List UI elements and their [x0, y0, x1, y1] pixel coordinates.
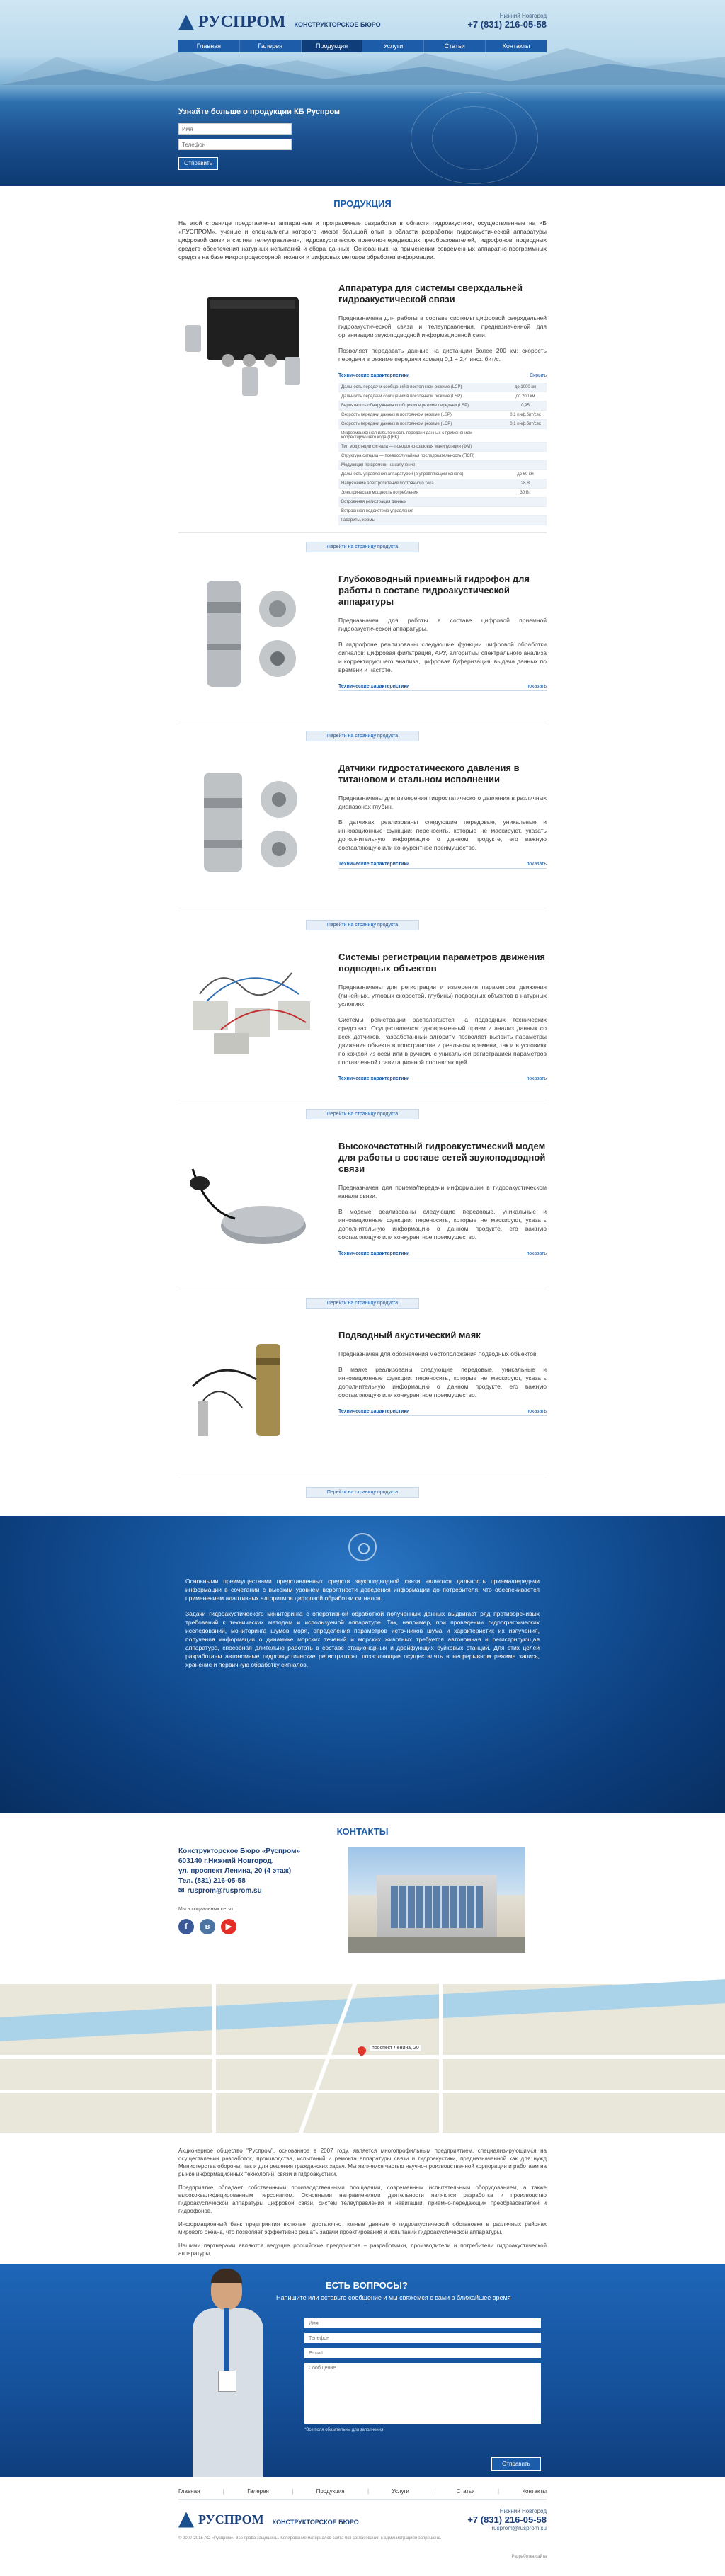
- contact-phone[interactable]: Тел. (831) 216-05-58: [178, 1877, 246, 1885]
- spec-row: [338, 411, 547, 420]
- questions-form: [304, 2318, 541, 2467]
- spec-name: Электрическая мощность потребления: [338, 489, 504, 498]
- address-line: ул. проспект Ленина, 20 (4 этаж): [178, 1867, 292, 1875]
- spec-row: [338, 461, 547, 470]
- about-paragraph: Предприятие обладает собственными производственными площадями, современным испытательным оборудованием, а также высококвалифицированным персоналом. Основными направлениями деятельности являются разработка и производство гидроакустической аппаратуры цифровой связи, систем телеуправления и навигации, приемно-передающих преобразователей и гидрофонов.: [178, 2184, 547, 2214]
- header-phone[interactable]: +7 (831) 216-05-58: [467, 19, 547, 30]
- hero-form: [178, 108, 341, 170]
- product-description: В гидрофоне реализованы следующие функции цифровой обработки сигналов: цифровая фильтрация, АРУ, алгоритмы спектрального анализа и корректирующего анализа, цифровая буферизация, выдача данных по времени и частоте.: [338, 641, 547, 673]
- product-description: Предназначена для работы в составе системы цифровой сверхдальней гидроакустической связи и телеуправления, предназначенной для организации звукоподводной информационной сети.: [338, 314, 547, 338]
- footer-link-gallery[interactable]: Галерея: [247, 2488, 269, 2495]
- spec-value: 30 Вт: [504, 489, 547, 498]
- product-card: [178, 741, 547, 911]
- net-decoration: [432, 106, 517, 170]
- header-contacts: [467, 13, 547, 30]
- spec-name: Габариты, кормы: [338, 516, 504, 525]
- spec-value: [504, 498, 547, 507]
- contact-email-text: rusprom@rusprom.su: [187, 1887, 262, 1895]
- spec-name: Дальность передачи сообщений в постоянном режиме (LCP): [338, 383, 504, 392]
- product-card: [178, 930, 547, 1100]
- questions-subtitle: Напишите или оставьте сообщение и мы свяжемся с вами в ближайшее время: [276, 2294, 511, 2301]
- spec-value: 0,1 инф.бит/сек: [504, 420, 547, 429]
- product-image: [178, 283, 320, 525]
- spec-name: Модуляция по времени на излучение: [338, 461, 504, 470]
- footer-nav: Главная | Галерея | Продукция | Услуги | Статьи | Контакты: [178, 2477, 547, 2500]
- product-image: [178, 1330, 320, 1471]
- spec-row: [338, 443, 547, 452]
- products-section: [178, 198, 547, 1498]
- menu-item-contacts[interactable]: Контакты: [502, 42, 530, 50]
- product-description: Предназначены для измерения гидростатического давления в различных диапазонах глубин.: [338, 794, 547, 810]
- product-description: Предназначен для приема/передачи информации в гидроакустическом канале связи.: [338, 1184, 547, 1199]
- main-menu: [178, 40, 547, 52]
- questions-section: [0, 2264, 725, 2477]
- spec-name: Напряжение электропитания постоянного тока: [338, 479, 504, 489]
- contact-email[interactable]: [178, 1886, 334, 1896]
- spec-row: [338, 452, 547, 461]
- spec-value: до 1000 км: [504, 383, 547, 392]
- specs-header[interactable]: [338, 684, 547, 691]
- product-description: Предназначен для обозначения местоположения подводных объектов.: [338, 1350, 538, 1357]
- product-page-link[interactable]: Перейти на страницу продукта: [306, 1298, 419, 1309]
- spec-value: 28 В: [504, 479, 547, 489]
- developer-label: Разработка сайта: [511, 2555, 547, 2559]
- footer-phone[interactable]: +7 (831) 216-05-58: [467, 2514, 547, 2525]
- advantages-paragraph: Основными преимуществами представленных средств звукоподводной связи являются дальность приема/передачи информации в сочетании с высоким уровнем вероятности доведения информации до потребителя, что обеспечивается применением адаптивных алгоритмов цифровой обработки сигналов.: [185, 1578, 540, 1602]
- logo-subtitle: КОНСТРУКТОРСКОЕ БЮРО: [272, 2518, 359, 2526]
- footer-link-home[interactable]: Главная: [178, 2488, 200, 2495]
- product-description: В маяке реализованы следующие передовые, уникальные и инновационные функции: переносить, которые не маскируют, указать дополнительную информацию о данном продукте, его важную составляющую или конкурентное преимущество.: [338, 1366, 547, 1398]
- question-name-input[interactable]: [304, 2318, 541, 2328]
- spec-value: до 200 км: [504, 392, 547, 401]
- question-email-input[interactable]: [304, 2348, 541, 2358]
- spec-name: Тип модуляции сигнала — поворотно-фазовая манипуляция (ФМ): [338, 443, 504, 452]
- product-card: [178, 1309, 547, 1478]
- product-card: [178, 552, 547, 722]
- advantages-text: [185, 1577, 540, 1676]
- spec-row: [338, 392, 547, 401]
- product-description: Предназначен для работы в составе цифровой приемной гидроакустической аппаратуры.: [338, 617, 547, 632]
- facebook-icon[interactable]: f: [178, 1919, 194, 1934]
- footer-link-contacts[interactable]: Контакты: [522, 2488, 547, 2495]
- product-title: Глубоководный приемный гидрофон для работы в составе гидроакустической аппаратуры: [338, 574, 530, 607]
- specs-header[interactable]: [338, 373, 547, 380]
- product-page-link[interactable]: Перейти на страницу продукта: [306, 920, 419, 930]
- spec-name: Структура сигнала — псевдослучайная последовательность (ПСП): [338, 452, 504, 461]
- footer-contacts: [467, 2508, 547, 2531]
- specs-toggle[interactable]: Скрыть: [530, 373, 547, 378]
- spec-row: [338, 479, 547, 489]
- map-pin-label: проспект Ленина, 20: [370, 2045, 421, 2051]
- specs-title: Технические характеристики: [338, 1076, 410, 1081]
- logo-text: РУСПРОМ: [198, 2512, 264, 2526]
- product-card: [178, 1119, 547, 1289]
- spec-name: Скорость передачи данных в постоянном режиме (LSP): [338, 411, 504, 420]
- specs-toggle[interactable]: показать: [526, 1076, 547, 1081]
- company-name: Конструкторское Бюро «Руспром»: [178, 1847, 301, 1855]
- specs-header[interactable]: [338, 1076, 547, 1083]
- spec-name: Вероятность обнаружения сообщения в режиме передачи (LSP): [338, 401, 504, 411]
- menu-item-services[interactable]: Услуги: [362, 40, 424, 52]
- logo[interactable]: [178, 13, 381, 32]
- mail-icon: ✉: [178, 1887, 185, 1895]
- product-page-link[interactable]: Перейти на страницу продукта: [306, 542, 419, 552]
- about-paragraph: Нашими партнерами являются ведущие российские предприятия – разработчики, производители и потребители гидроакустической аппаратуры.: [178, 2242, 547, 2257]
- question-phone-input[interactable]: [304, 2333, 541, 2343]
- footer-link-services[interactable]: Услуги: [392, 2488, 409, 2495]
- office-building-photo: [348, 1847, 525, 1953]
- youtube-icon[interactable]: ▶: [221, 1919, 236, 1934]
- hero-name-input[interactable]: [178, 123, 292, 135]
- products-title: ПРОДУКЦИЯ: [333, 198, 392, 209]
- footer-email[interactable]: rusprom@rusprom.su: [491, 2525, 547, 2531]
- product-image: [178, 763, 320, 904]
- spec-value: [504, 443, 547, 452]
- hero-submit-button[interactable]: Отправить: [178, 157, 218, 170]
- product-description: Позволяет передавать данные на дистанции более 200 км: скорость передачи в режиме передачи команд 0,1 ÷ 2,4 инф. бит/с.: [338, 347, 547, 363]
- product-description: В датчиках реализованы следующие передовые, уникальные и инновационные функции: переносить, которые не маскируют, указать дополнительную информацию о данном продукте, его важную составляющую или конкурентное преимущество.: [338, 819, 547, 851]
- footer-link-products[interactable]: Продукция: [316, 2488, 345, 2495]
- specs-header[interactable]: [338, 1409, 547, 1416]
- about-paragraph: Информационный банк предприятия включает достаточно полные данные о гидроакустической обстановке в различных районах мирового океана, что позволяет эффективно решать задачи проектирования и испытаний гидроакустической аппаратуры.: [178, 2221, 547, 2235]
- product-image: [178, 952, 320, 1093]
- specs-toggle[interactable]: показать: [526, 862, 547, 867]
- developer-credit[interactable]: [512, 2555, 547, 2559]
- logo-icon: [178, 15, 194, 30]
- specs-toggle[interactable]: показать: [526, 1409, 547, 1414]
- spec-row: [338, 401, 547, 411]
- contacts-section: [178, 1826, 547, 1953]
- spec-value: [504, 507, 547, 516]
- spec-value: [504, 516, 547, 525]
- specs-title: Технические характеристики: [338, 684, 410, 689]
- product-title: Системы регистрации параметров движения подводных объектов: [338, 952, 546, 974]
- spec-name: Дальность управления аппаратурой (в управляющем канале): [338, 470, 504, 479]
- about-section: [178, 2147, 547, 2257]
- spec-name: Скорость передачи данных в постоянном режиме (LCP): [338, 420, 504, 429]
- spec-row: [338, 470, 547, 479]
- specs-table: [338, 383, 547, 525]
- product-page-link[interactable]: Перейти на страницу продукта: [306, 1109, 419, 1119]
- header: [178, 0, 547, 37]
- product-description: В модеме реализованы следующие передовые, уникальные и инновационные функции: переносить, которые не маскируют, указать дополнительную информацию о данном продукте, его важную составляющую или конкурентное преимущество.: [338, 1208, 547, 1241]
- product-title: Высокочастотный гидроакустический модем для работы в составе сетей звукоподводной связи: [338, 1141, 546, 1174]
- spec-row: [338, 383, 547, 392]
- specs-header[interactable]: [338, 1251, 547, 1258]
- spec-value: [504, 452, 547, 461]
- spec-row: [338, 507, 547, 516]
- contacts-title: КОНТАКТЫ: [336, 1826, 389, 1837]
- question-message-input[interactable]: [304, 2363, 541, 2424]
- menu-item-articles[interactable]: Статьи: [424, 40, 486, 52]
- advantages-paragraph: Задачи гидроакустического мониторинга с оперативной обработкой полученных данных выдвигает ряд противоречивых требований к технических методам и используемой аппаратуре. Так, например, при проведении гидрографических исследований, мониторинга шумов моря, определения параметров источников шума и характеристик их излучения, получения информации о динамике морских течений и морских животных требуется автономная и регистрирующая аппаратура, способная длительно работать в составе стационарных и дрейфующих буйковых станций. Для этих целей разработаны автономные гидроакустические регистраторы, позволяющие осуществлять в непрерывном режиме запись, хранение и первичную обработку сигналов.: [185, 1610, 540, 1668]
- address-line: 603140 г.Нижний Новгород,: [178, 1857, 274, 1865]
- hero-phone-input[interactable]: [178, 139, 292, 150]
- spec-value: 0,1 инф.бит/сек: [504, 411, 547, 420]
- spec-row: [338, 489, 547, 498]
- specs-title: Технические характеристики: [338, 862, 410, 867]
- specs-toggle[interactable]: показать: [526, 1251, 547, 1256]
- contacts-info: [178, 1847, 334, 1953]
- advantages-section: [0, 1516, 725, 1813]
- footer: [178, 2477, 547, 2576]
- product-title: Датчики гидростатического давления в титановом и стальном исполнении: [338, 763, 520, 785]
- products-intro: На этой странице представлены аппаратные и программные разработки в области гидроакустики, осуществленные на КБ «РУСПРОМ», ученые и специалисты которого имеют большой опыт в области разработки гидроакустической аппаратуры цифровой связи и систем телеуправления, гидроакустических приемно-передающих преобразователей, гидрофонов, подводных средств обеспечения натурных испытаний и сбора данных. Основанных на применении современных аппаратно-программных средств на базе микропроцессорной техники и цифровых методов обработки информации.: [178, 220, 547, 261]
- hero-banner: [0, 0, 725, 186]
- specs-title: Технические характеристики: [338, 373, 410, 378]
- product-title: Аппаратура для системы сверхдальней гидроакустической связи: [338, 283, 523, 304]
- spec-name: Встроенная регистрация данных: [338, 498, 504, 507]
- product-description: Системы регистрации располагаются на подводных технических средствах. Осуществляется одновременный прием и анализ данных со всех датчиков. Разработанный алгоритм позволяет выявить параметры движения объекта в пространстве и реальном времени, так и в условиях по каждой из осей или в ручном, с уникальной регистрацией параметров поставленной гравитационной составляющей.: [338, 1016, 547, 1066]
- consultant-photo: [190, 2264, 268, 2477]
- hero-title: Узнайте больше о продукции КБ Руспром: [178, 108, 341, 116]
- specs-title: Технические характеристики: [338, 1409, 410, 1414]
- product-description: Предназначены для регистрации и измерения параметров движения (линейных, угловых скоростей, глубины) подводных объектов в натурных условиях.: [338, 984, 547, 1008]
- product-page-link[interactable]: Перейти на страницу продукта: [306, 1487, 419, 1498]
- social-label: Мы в социальных сетях:: [178, 1907, 235, 1912]
- vk-icon[interactable]: в: [200, 1919, 215, 1934]
- product-page-link[interactable]: Перейти на страницу продукта: [306, 731, 419, 741]
- menu-item-home[interactable]: Главная: [178, 40, 240, 52]
- menu-item-products[interactable]: Продукция: [302, 40, 363, 52]
- map[interactable]: [0, 1984, 725, 2133]
- logo-text: РУСПРОМ: [198, 13, 286, 31]
- footer-city: Нижний Новгород: [499, 2508, 547, 2514]
- spec-value: [504, 461, 547, 470]
- emblem-icon: [348, 1533, 377, 1561]
- logo-subtitle: КОНСТРУКТОРСКОЕ БЮРО: [294, 21, 381, 28]
- spec-name: Дальность передачи сообщений в постоянном режиме (LSP): [338, 392, 504, 401]
- specs-header[interactable]: [338, 862, 547, 869]
- menu-item-gallery[interactable]: Галерея: [240, 40, 302, 52]
- spec-value: [504, 429, 547, 443]
- spec-row: [338, 516, 547, 525]
- header-city: Нижний Новгород: [499, 13, 547, 19]
- logo-icon: [178, 2512, 194, 2528]
- question-submit-button[interactable]: Отправить: [491, 2457, 541, 2471]
- spec-value: 0,95: [504, 401, 547, 411]
- about-paragraph: Акционерное общество "Руспром", основанное в 2007 году, является многопрофильным предприятием, специализирующимся на осуществлении разработок, производства, испытаний и ремонта аппаратуры связи и гидроакустики, предназначенной как для нужд Министерства обороны, так и для решения гражданских задач. Мы являемся частью научно-производственной корпорации и работаем на рынке информационных технологий, связи и гидроакустики.: [178, 2148, 547, 2177]
- form-note: *Все поля обязательны для заполнения: [304, 2428, 384, 2432]
- product-image: [178, 1141, 320, 1282]
- footer-logo[interactable]: [178, 2512, 359, 2528]
- copyright: © 2007-2015 АО «Руспром». Все права защищены. Копирование материалов сайта без согласования с администрацией запрещено.: [178, 2536, 442, 2541]
- product-title: Подводный акустический маяк: [338, 1330, 481, 1340]
- footer-link-articles[interactable]: Статьи: [456, 2488, 475, 2495]
- spec-value: до 60 км: [504, 470, 547, 479]
- spec-name: Встроенная подсистема управления: [338, 507, 504, 516]
- social-links: [178, 1919, 334, 1934]
- product-card: [178, 261, 547, 533]
- specs-toggle[interactable]: показать: [526, 684, 547, 689]
- product-image: [178, 574, 320, 714]
- spec-row: [338, 420, 547, 429]
- specs-title: Технические характеристики: [338, 1251, 410, 1256]
- spec-row: [338, 498, 547, 507]
- spec-name: Информационная избыточность передачи данных с применением корректирующего кода (ДНК): [338, 429, 504, 443]
- questions-title: ЕСТЬ ВОПРОСЫ?: [326, 2280, 408, 2291]
- spec-row: [338, 429, 547, 443]
